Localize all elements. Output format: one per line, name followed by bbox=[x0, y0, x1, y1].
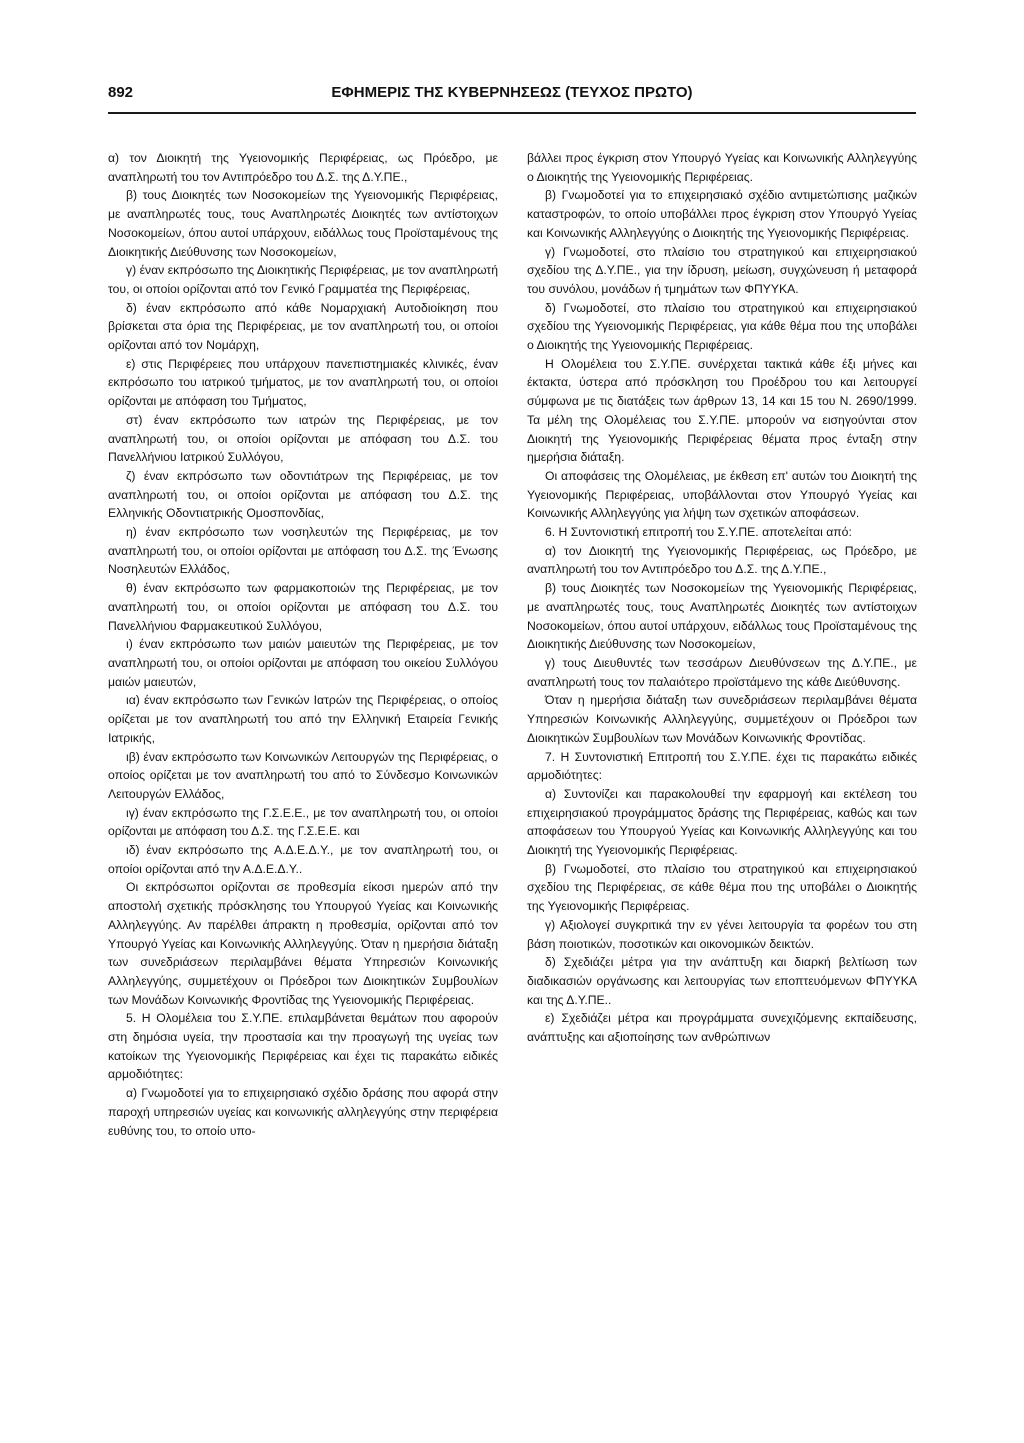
paragraph: ζ) έναν εκπρόσωπο των οδοντιάτρων της Περιφέρειας, με τον αναπληρωτή του, οι οποίοι ορίζονται με απόφαση του Δ.Σ. της Ελληνικής Οδοντιατρικής Ομοσπονδίας, bbox=[108, 468, 498, 521]
paragraph: ια) έναν εκπρόσωπο των Γενικών Ιατρών της Περιφέρειας, ο οποίος ορίζεται με τον αναπληρωτή του από την Ελληνική Εταιρεία Γενικής Ιατρικής, bbox=[108, 693, 498, 745]
paragraph: γ) Γνωμοδοτεί, στο πλαίσιο του στρατηγικού και επιχειρησιακού σχεδίου της Δ.Υ.ΠΕ., για την ίδρυση, μείωση, συγχώνευση ή μεταφορά του συνόλου, μονάδων ή τμημάτων των ΦΠΥΥΚΑ. bbox=[527, 244, 917, 296]
paragraph: ι) έναν εκπρόσωπο των μαιών μαιευτών της Περιφέρειας, με τον αναπληρωτή του, οι οποίοι ορίζονται με απόφαση του οικείου Συλλόγου μαιών μαιευτών, bbox=[108, 637, 498, 689]
paragraph: Οι εκπρόσωποι ορίζονται σε προθεσμία είκοσι ημερών από την αποστολή σχετικής πρόσκλησης του Υπουργού Υγείας και Κοινωνικής Αλληλεγγύης. Αν παρέλθει άπρακτη η προθεσμία, ορίζονται από τον Υπουργό Υγείας και Κοινωνικής Αλληλεγγύης. Όταν η ημερήσια διάταξη των συνεδριάσεων περιλαμβάνει θέματα Υπηρεσιών Κοινωνικής Αλληλεγγύης, συμμετέχουν οι Πρόεδροι των Διοικητικών Συμβουλίων των Μονάδων Κοινωνικής Φροντίδας της Υγειονομικής Περιφέρειας. bbox=[108, 880, 498, 1007]
paragraph: ιδ) έναν εκπρόσωπο της Α.Δ.Ε.Δ.Υ., με τον αναπληρωτή του, οι οποίοι ορίζονται από την Α.Δ.Ε.Δ.Υ.. bbox=[108, 843, 498, 876]
paragraph: δ) έναν εκπρόσωπο από κάθε Νομαρχιακή Αυτοδιοίκηση που βρίσκεται στα όρια της Περιφέρειας, με τον αναπληρωτή του, οι οποίοι ορίζονται από τον Νομάρχη, bbox=[108, 300, 498, 353]
header-rule bbox=[108, 112, 916, 114]
paragraph: δ) Γνωμοδοτεί, στο πλαίσιο του στρατηγικού και επιχειρησιακού σχεδίου της Υγειονομικής Περιφέρειας, για κάθε θέμα που της υποβάλει ο Διοικητής της Υγειονομικής Περιφέρειας. bbox=[527, 300, 917, 353]
paragraph: δ) Σχεδιάζει μέτρα για την ανάπτυξη και διαρκή βελτίωση των διαδικασιών οργάνωσης και λειτουργίας των εποπτευόμενων ΦΠΥΥΚΑ και της Δ.Υ.ΠΕ.. bbox=[527, 955, 917, 1007]
page-number: 892 bbox=[108, 84, 134, 101]
paragraph: γ) έναν εκπρόσωπο της Διοικητικής Περιφέρειας, με τον αναπληρωτή του, οι οποίοι ορίζονται από τον Γενικό Γραμματέα της Περιφέρειας, bbox=[108, 263, 498, 296]
paragraph: β) Γνωμοδοτεί για το επιχειρησιακό σχέδιο αντιμετώπισης μαζικών καταστροφών, το οποίο υποβάλλει προς έγκριση στον Υπουργό Υγείας και Κοινωνικής Αλληλεγγύης ο Διοικητής της Υγειονομικής Περιφέρειας. bbox=[527, 188, 917, 240]
paragraph: η) έναν εκπρόσωπο των νοσηλευτών της Περιφέρειας, με τον αναπληρωτή του, οι οποίοι ορίζονται με απόφαση του Δ.Σ. της Ένωσης Νοσηλευτών Ελλάδος, bbox=[108, 525, 498, 577]
paragraph: ε) Σχεδιάζει μέτρα και προγράμματα συνεχιζόμενης εκπαίδευσης, ανάπτυξης και αξιοποίησης των ανθρώπινων bbox=[527, 1011, 917, 1045]
left-column bbox=[108, 149, 498, 1140]
paragraph: 7. Η Συντονιστική Επιτροπή του Σ.Υ.ΠΕ. έχει τις παρακάτω ειδικές αρμοδιότητες: bbox=[527, 749, 917, 783]
gazette-title: ΕΦΗΜΕΡΙΣ ΤΗΣ ΚΥΒΕΡΝΗΣΕΩΣ (ΤΕΥΧΟΣ ΠΡΩΤΟ) bbox=[331, 84, 693, 101]
right-column bbox=[527, 149, 917, 1047]
paragraph: α) τον Διοικητή της Υγειονομικής Περιφέρειας, ως Πρόεδρο, με αναπληρωτή του τον Αντιπρόεδρο του Δ.Σ. της Δ.Υ.ΠΕ., bbox=[108, 151, 498, 184]
paragraph: α) Συντονίζει και παρακολουθεί την εφαρμογή και εκτέλεση του επιχειρησιακού προγράμματος δράσης της Περιφέρειας, καθώς και των αποφάσεων του Υπουργού Υγείας και Κοινωνικής Αλληλεγγύης και του Διοικητή της Υγειονομικής Περιφέρειας. bbox=[527, 786, 917, 858]
paragraph: θ) έναν εκπρόσωπο των φαρμακοποιών της Περιφέρειας, με τον αναπληρωτή του, οι οποίοι ορίζονται με απόφαση του Δ.Σ. του Πανελλήνιου Φαρμακευτικού Συλλόγου, bbox=[108, 581, 498, 633]
paragraph: ιγ) έναν εκπρόσωπο της Γ.Σ.Ε.Ε., με τον αναπληρωτή του, οι οποίοι ορίζονται με απόφαση του Δ.Σ. της Γ.Σ.Ε.Ε. και bbox=[108, 805, 498, 839]
paragraph: 6. Η Συντονιστική επιτροπή του Σ.Υ.ΠΕ. αποτελείται από: bbox=[545, 525, 852, 540]
paragraph: α) Γνωμοδοτεί για το επιχειρησιακό σχέδιο δράσης που αφορά στην παροχή υπηρεσιών υγείας και κοινωνικής αλληλεγγύης στην περιφέρεια ευθύνης του, το οποίο υπο- bbox=[108, 1086, 498, 1138]
paragraph: ε) στις Περιφέρειες που υπάρχουν πανεπιστημιακές κλινικές, έναν εκπρόσωπο του ιατρικού τμήματος, με τον αναπληρωτή του, οι οποίοι ορίζονται με απόφαση του Τμήματος, bbox=[108, 356, 498, 409]
paragraph: γ) τους Διευθυντές των τεσσάρων Διευθύνσεων της Δ.Υ.ΠΕ., με αναπληρωτή τους τον παλαιότερο προϊστάμενο της κάθε Διεύθυνσης. bbox=[527, 655, 917, 689]
paragraph: βάλλει προς έγκριση στον Υπουργό Υγείας και Κοινωνικής Αλληλεγγύης ο Διοικητής της Υγειονομικής Περιφέρειας. bbox=[527, 151, 917, 184]
paragraph: β) τους Διοικητές των Νοσοκομείων της Υγειονομικής Περιφέρειας, με αναπληρωτές τους, τους Αναπληρωτές Διοικητές των αντίστοιχων Νοσοκομείων, όπου αυτοί υπάρχουν, ειδάλλως τους Προϊσταμένους της Διοικητικής Διεύθυνσης των Νοσοκομείων, bbox=[108, 188, 498, 259]
paragraph: α) τον Διοικητή της Υγειονομικής Περιφέρειας, ως Πρόεδρο, με αναπληρωτή του τον Αντιπρόεδρο του Δ.Σ. της Δ.Υ.ΠΕ., bbox=[527, 543, 917, 577]
paragraph: Η Ολομέλεια του Σ.Υ.ΠΕ. συνέρχεται τακτικά κάθε έξι μήνες και έκτακτα, ύστερα από πρόσκληση του Προέδρου του και λειτουργεί σύμφωνα με τις διατάξεις των άρθρων 13, 14 και 15 του Ν. 2690/1999. Τα μέλη της Ολομέλειας του Σ.Υ.ΠΕ. μπορούν να εισηγούνται στον Διοικητή της Υγειονομικής Περιφέρειας θέματα προς ένταξη στην ημερήσια διάταξη. bbox=[527, 356, 917, 465]
paragraph: ιβ) έναν εκπρόσωπο των Κοινωνικών Λειτουργών της Περιφέρειας, ο οποίος ορίζεται με τον αναπληρωτή του από το Σύνδεσμο Κοινωνικών Λειτουργών Ελλάδος, bbox=[108, 749, 498, 801]
paragraph: β) Γνωμοδοτεί, στο πλαίσιο του στρατηγικού και επιχειρησιακού σχεδίου της Περιφέρειας, σε κάθε θέμα που της υποβάλει ο Διοικητής της Υγειονομικής Περιφέρειας. bbox=[527, 861, 917, 914]
paragraph: β) τους Διοικητές των Νοσοκομείων της Υγειονομικής Περιφέρειας, με αναπληρωτές τους, τους Αναπληρωτές Διοικητές των αντίστοιχων Νοσοκομείων, όπου αυτοί υπάρχουν, ειδάλλως τους Προϊσταμένους της Διοικητικής Διεύθυνσης των Νοσοκομείων, bbox=[527, 581, 917, 652]
paragraph: 5. Η Ολομέλεια του Σ.Υ.ΠΕ. επιλαμβάνεται θεμάτων που αφορούν στη δημόσια υγεία, την προστασία και την προαγωγή της υγείας των κατοίκων της Υγειονομικής Περιφέρειας και έχει τις παρακάτω ειδικές αρμοδιότητες: bbox=[108, 1011, 498, 1082]
paragraph: στ) έναν εκπρόσωπο των ιατρών της Περιφέρειας, με τον αναπληρωτή του, οι οποίοι ορίζονται με απόφαση του Δ.Σ. του Πανελλήνιου Ιατρικού Συλλόγου, bbox=[108, 412, 498, 465]
paragraph: Οι αποφάσεις της Ολομέλειας, με έκθεση επ' αυτών του Διοικητή της Υγειονομικής Περιφέρειας, υποβάλλονται στον Υπουργό Υγείας και Κοινωνικής Αλληλεγγύης για λήψη των σχετικών αποφάσεων. bbox=[527, 468, 917, 521]
paragraph: Όταν η ημερήσια διάταξη των συνεδριάσεων περιλαμβάνει θέματα Υπηρεσιών Κοινωνικής Αλληλεγγύης, συμμετέχουν οι Πρόεδροι των Διοικητικών Συμβουλίων των Μονάδων Κοινωνικής Φροντίδας. bbox=[527, 693, 917, 745]
paragraph: γ) Αξιολογεί συγκριτικά την εν γένει λειτουργία τα φορέων του στη βάση ποιοτικών, ποσοτικών και οικονομικών δεικτών. bbox=[527, 917, 917, 951]
